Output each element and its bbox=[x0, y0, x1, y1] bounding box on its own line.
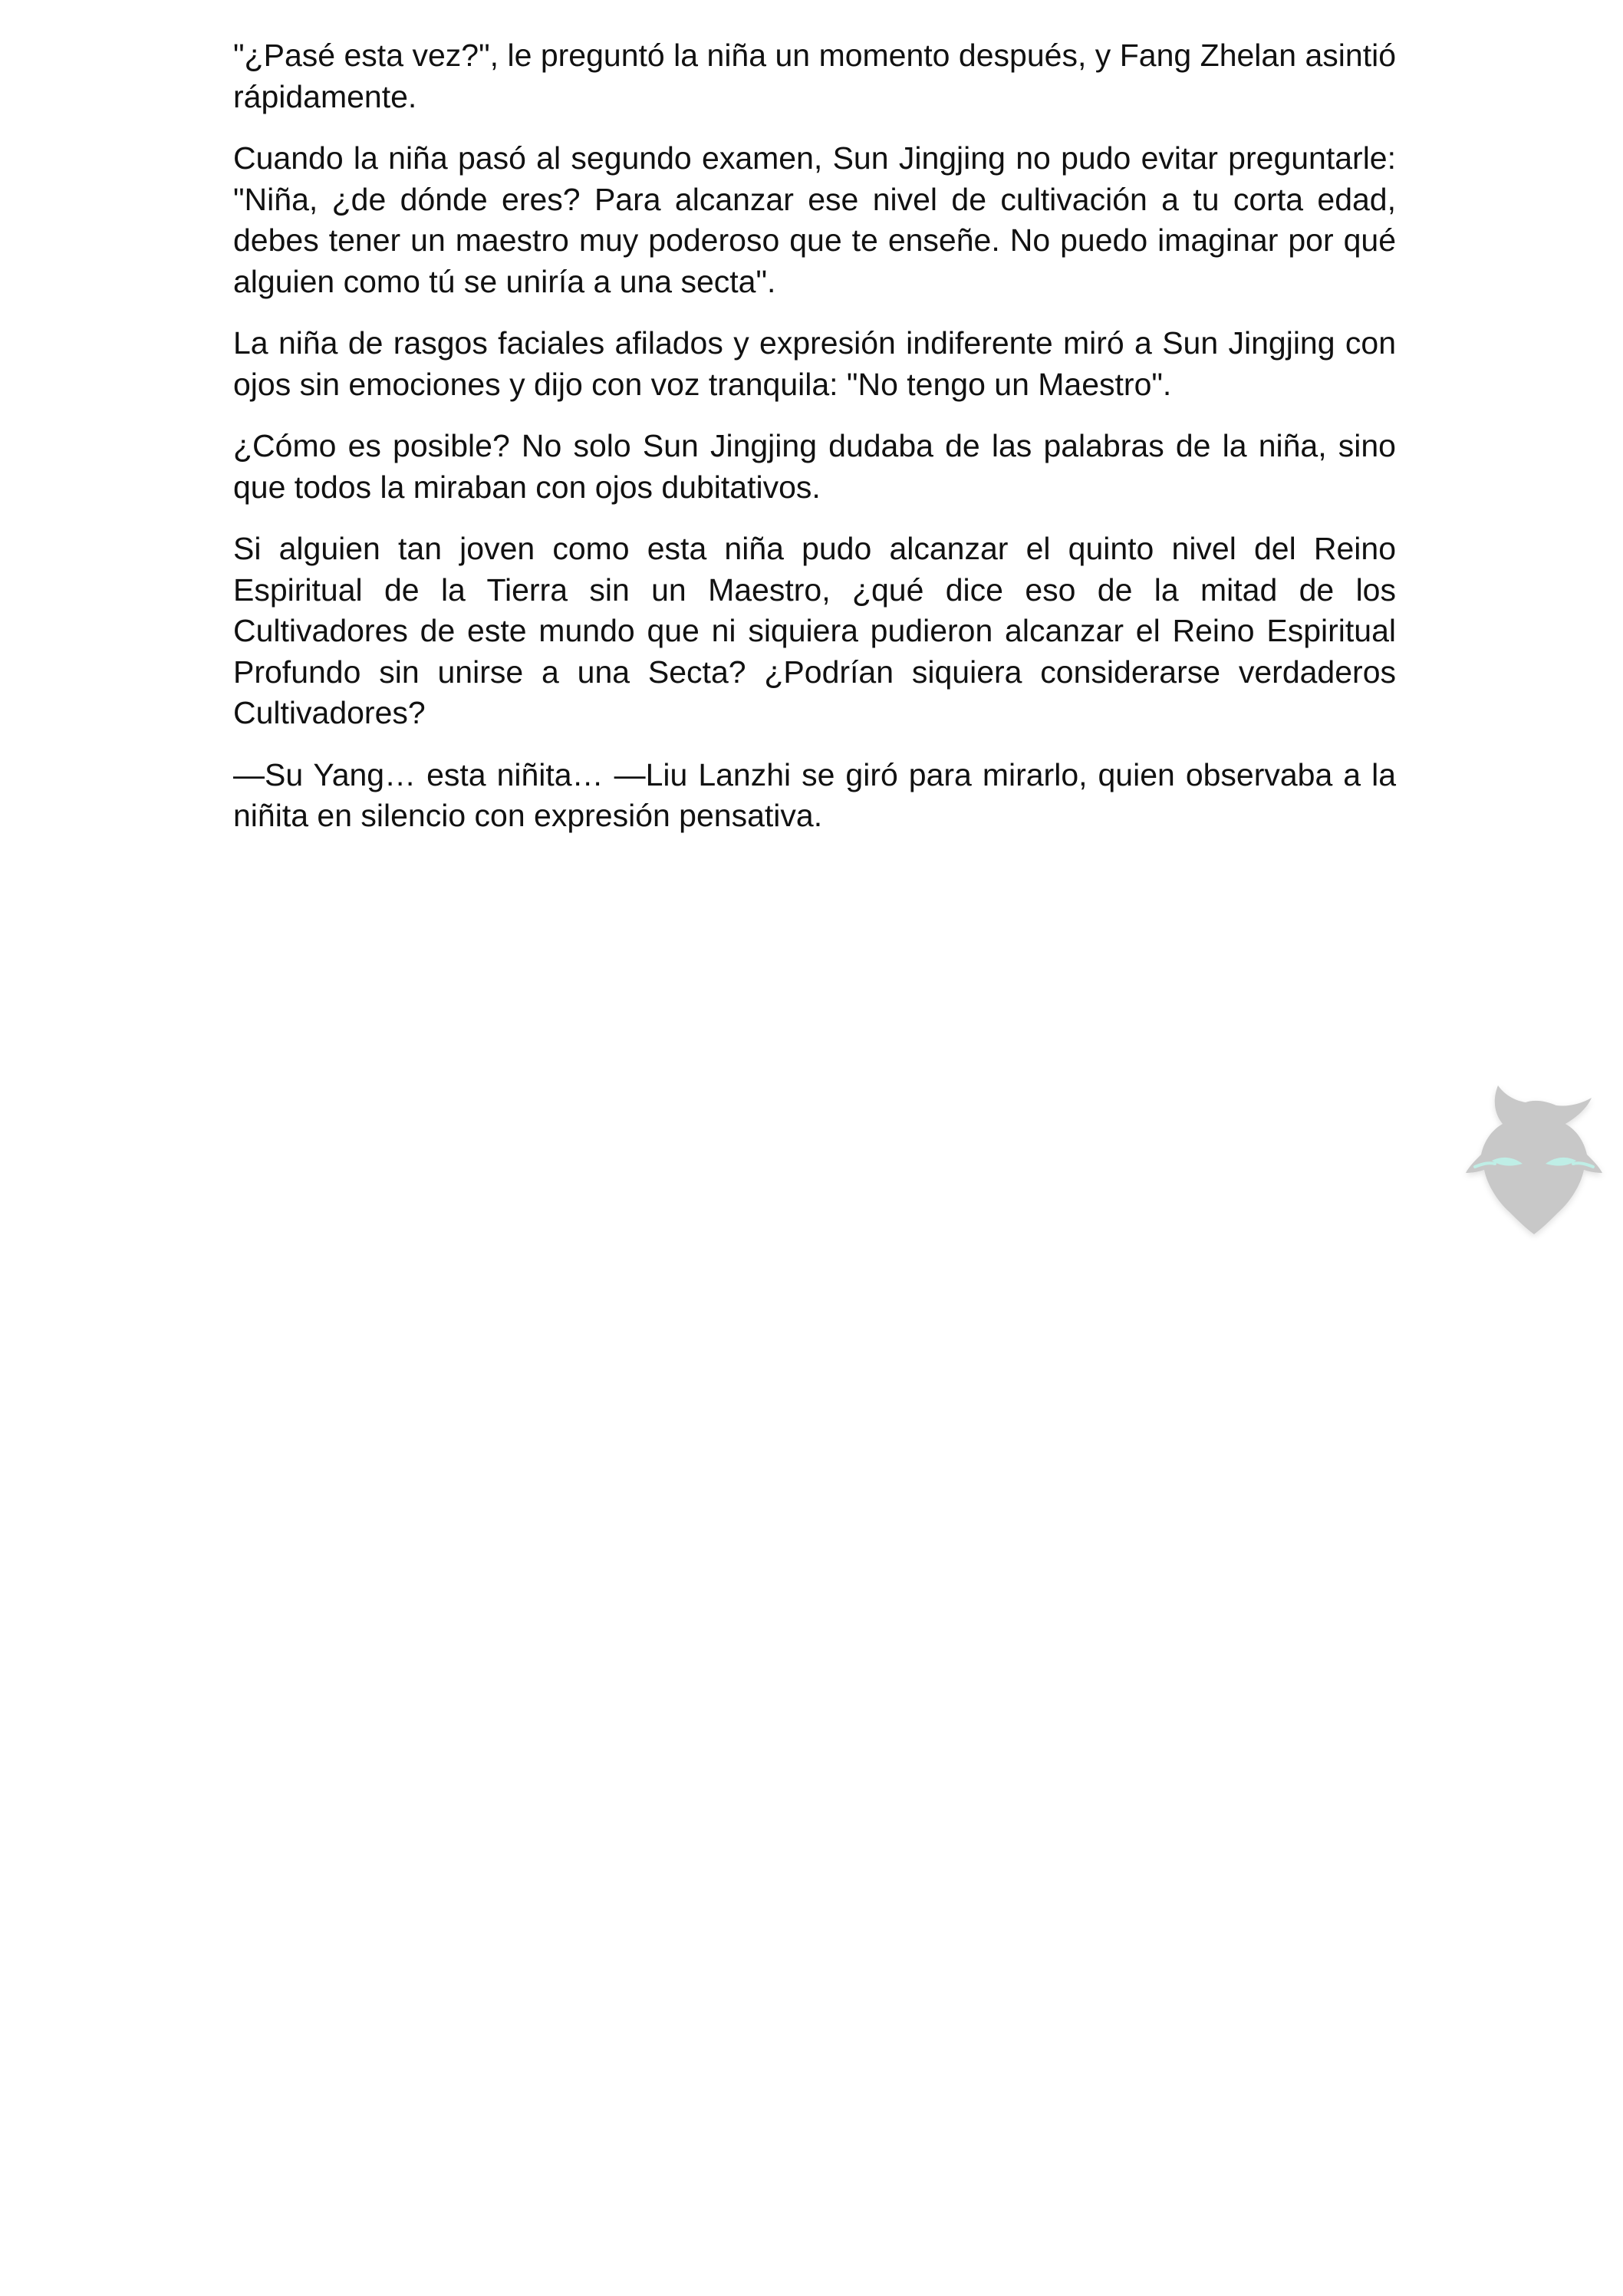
demon-head-icon bbox=[1461, 1070, 1607, 1243]
paragraph-4: ¿Cómo es posible? No solo Sun Jingjing dudaba de las palabras de la niña, sino que todos la miraban con ojos dubitativos. bbox=[233, 428, 1396, 505]
paragraph-6: —Su Yang… esta niñita… —Liu Lanzhi se giró para mirarlo, quien observaba a la niñita en silencio con expresión pensativa. bbox=[233, 756, 1396, 833]
paragraph-3: La niña de rasgos faciales afilados y expresión indiferente miró a Sun Jingjing con ojos sin emociones y dijo con voz tranquila: "No tengo un Maestro". bbox=[233, 325, 1396, 402]
text-column bbox=[233, 35, 1396, 858]
paragraph-1: "¿Pasé esta vez?", le preguntó la niña un momento después, y Fang Zhelan asintió rápidamente. bbox=[233, 38, 1396, 114]
paragraph-2: Cuando la niña pasó al segundo examen, Sun Jingjing no pudo evitar preguntarle: "Niña, ¿de dónde eres? Para alcanzar ese nivel de cultivación a tu corta edad, debes tener un maestro muy poderoso que te enseñe. No puedo imaginar por qué alguien como tú se uniría a una secta". bbox=[233, 140, 1396, 299]
demon-head-shape bbox=[1466, 1085, 1602, 1234]
paragraph-5: Si alguien tan joven como esta niña pudo alcanzar el quinto nivel del Reino Espiritual de la Tierra sin un Maestro, ¿qué dice eso de la mitad de los Cultivadores de este mundo que ni siquiera pudieron alcanzar el Reino Espiritual Profundo sin unirse a una Secta? ¿Podrían siquiera considerarse verdaderos Cultivadores? bbox=[233, 531, 1396, 730]
